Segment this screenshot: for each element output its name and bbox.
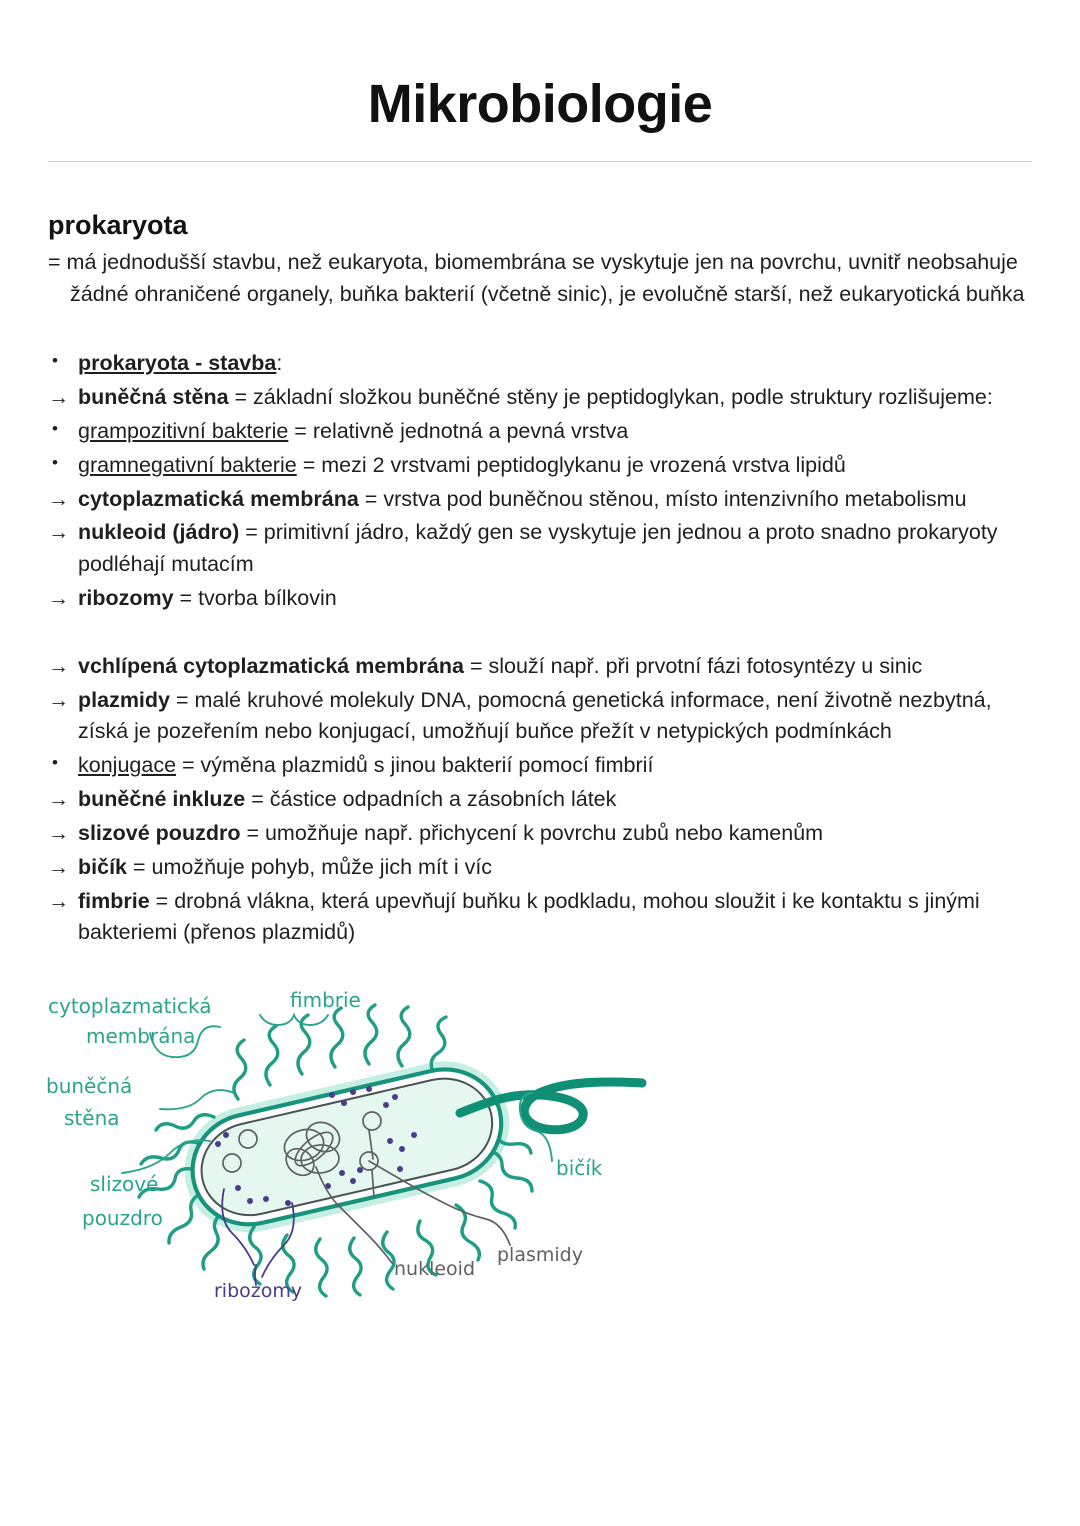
note-separator: = [228,385,248,410]
label-cell-wall-line1: buněčná [46,1074,133,1099]
label-cytoplasmic-membrane-line1: cytoplazmatická [48,994,212,1019]
label-nucleoid: nukleoid [394,1258,476,1281]
note-line [48,685,1032,749]
intro-marker: = [48,249,61,274]
note-term: gramnegativní bakterie [78,452,297,477]
note-line [48,348,1032,380]
spacer [48,617,1032,651]
note-line [48,416,1032,448]
stavba-list [48,348,1032,615]
note-definition: slouží např. při prvotní fázi fotosyntézy u sinic [482,653,923,678]
note-separator: = [245,787,264,812]
organelles-list [48,651,1032,949]
note-term: prokaryota - stavba [78,351,277,376]
note-line [48,484,1032,516]
intro-text: má jednodušší stavbu, než eukaryota, biomembrána se vyskytuje jen na povrchu, uvnitř neobsahuje žádné ohraničené organely, buňka bakterií (včetně sinic), je evolučně starší, než eukaryotická buňka [66,249,1025,306]
arrow-marker: → [48,889,69,913]
note-line [48,382,1032,414]
note-line [48,784,1032,816]
arrow-marker: → [48,688,69,712]
note-definition: umožňuje pohyb, může jich mít i víc [145,854,493,879]
note-definition: částice odpadních a zásobních látek [263,787,617,812]
note-line [48,450,1032,482]
note-definition: umožňuje např. přichycení k povrchu zubů nebo kamenům [259,820,824,845]
label-slime-capsule-line1: slizové [90,1172,159,1197]
note-term: grampozitivní bakterie [78,418,289,443]
note-term: cytoplazmatická membrána [78,486,359,511]
arrow-marker: → [48,788,69,812]
page-title: Mikrobiologie [367,74,713,134]
label-ribosomes: ribozomy [214,1280,303,1303]
label-cell-wall-line2: stěna [64,1106,120,1131]
bullet-marker: • [52,351,58,371]
note-line [48,852,1032,884]
note-separator: = [463,653,483,678]
note-term: vchlípená cytoplazmatická membrána [78,653,464,678]
note-separator: = [240,820,259,845]
label-cytoplasmic-membrane-line2: membrána [86,1024,196,1049]
note-definition: výměna plazmidů s jinou bakterií pomocí fimbrií [194,753,654,778]
note-term: fimbrie [78,888,150,913]
label-flagellum: bičík [556,1156,603,1181]
note-term: bičík [78,854,127,879]
arrow-marker: → [48,855,69,879]
note-definition: mezi 2 vrstvami peptidoglykanu je vrozená vrstva lipidů [315,452,846,477]
bullet-marker: • [52,452,58,472]
spacer [48,314,1032,348]
note-term: konjugace [78,753,177,778]
arrow-marker: → [48,821,69,845]
note-line [48,517,1032,581]
note-separator: = [358,486,378,511]
note-definition: malé kruhové molekuly DNA, pomocná genetická informace, není životně nezbytná, získá je pozeřením nebo konjugací, umožňují buňce přežít v netypických podmínkách [78,687,992,744]
label-slime-capsule-line2: pouzdro [82,1206,163,1231]
arrow-marker: → [48,487,69,511]
note-separator: = [239,520,258,545]
note-line [48,583,1032,615]
note-separator: : [276,351,283,376]
bullet-marker: • [52,753,58,773]
note-term: buněčné inkluze [78,787,246,812]
bullet-marker: • [52,418,58,438]
arrow-marker: → [48,654,69,678]
note-separator: = [173,586,193,610]
note-definition: relativně jednotná a pevná vrstva [306,418,629,443]
note-term: nukleoid (jádro) [78,520,240,545]
note-term: plazmidy [78,687,170,712]
note-line [48,750,1032,782]
note-line [48,818,1032,850]
label-plasmids: plasmidy [497,1244,583,1267]
note-term: ribozomy [78,586,174,610]
arrow-marker: → [48,587,69,610]
arrow-marker: → [48,521,69,545]
note-separator: = [149,888,169,913]
note-definition: tvorba bílkovin [192,586,337,610]
note-separator: = [170,687,189,712]
note-line [48,651,1032,683]
intro-paragraph [48,247,1032,311]
note-term: buněčná stěna [78,385,229,410]
prokaryotic-cell-diagram [42,973,702,1303]
note-separator: = [296,452,316,477]
note-definition: primitivní jádro, každý gen se vyskytuje jen jednou a proto snadno prokaryoty podléhají mutacím [78,520,998,577]
note-separator: = [288,418,307,443]
title-divider [48,161,1032,162]
note-separator: = [127,854,146,879]
note-separator: = [176,753,195,778]
note-term: slizové pouzdro [78,820,241,845]
section-heading-prokaryota: prokaryota [48,209,188,240]
note-definition: drobná vlákna, která upevňují buňku k podkladu, mohou sloužit i ke kontaktu s jinými bakteriemi (přenos plazmidů) [78,888,980,945]
arrow-marker: → [48,386,69,410]
label-fimbriae: fimbrie [290,988,361,1013]
note-definition: základní složkou buněčné stěny je peptidoglykan, podle struktury rozlišujeme: [247,385,993,410]
note-definition: vrstva pod buněčnou stěnou, místo intenzivního metabolismu [377,486,967,511]
note-line [48,886,1032,950]
